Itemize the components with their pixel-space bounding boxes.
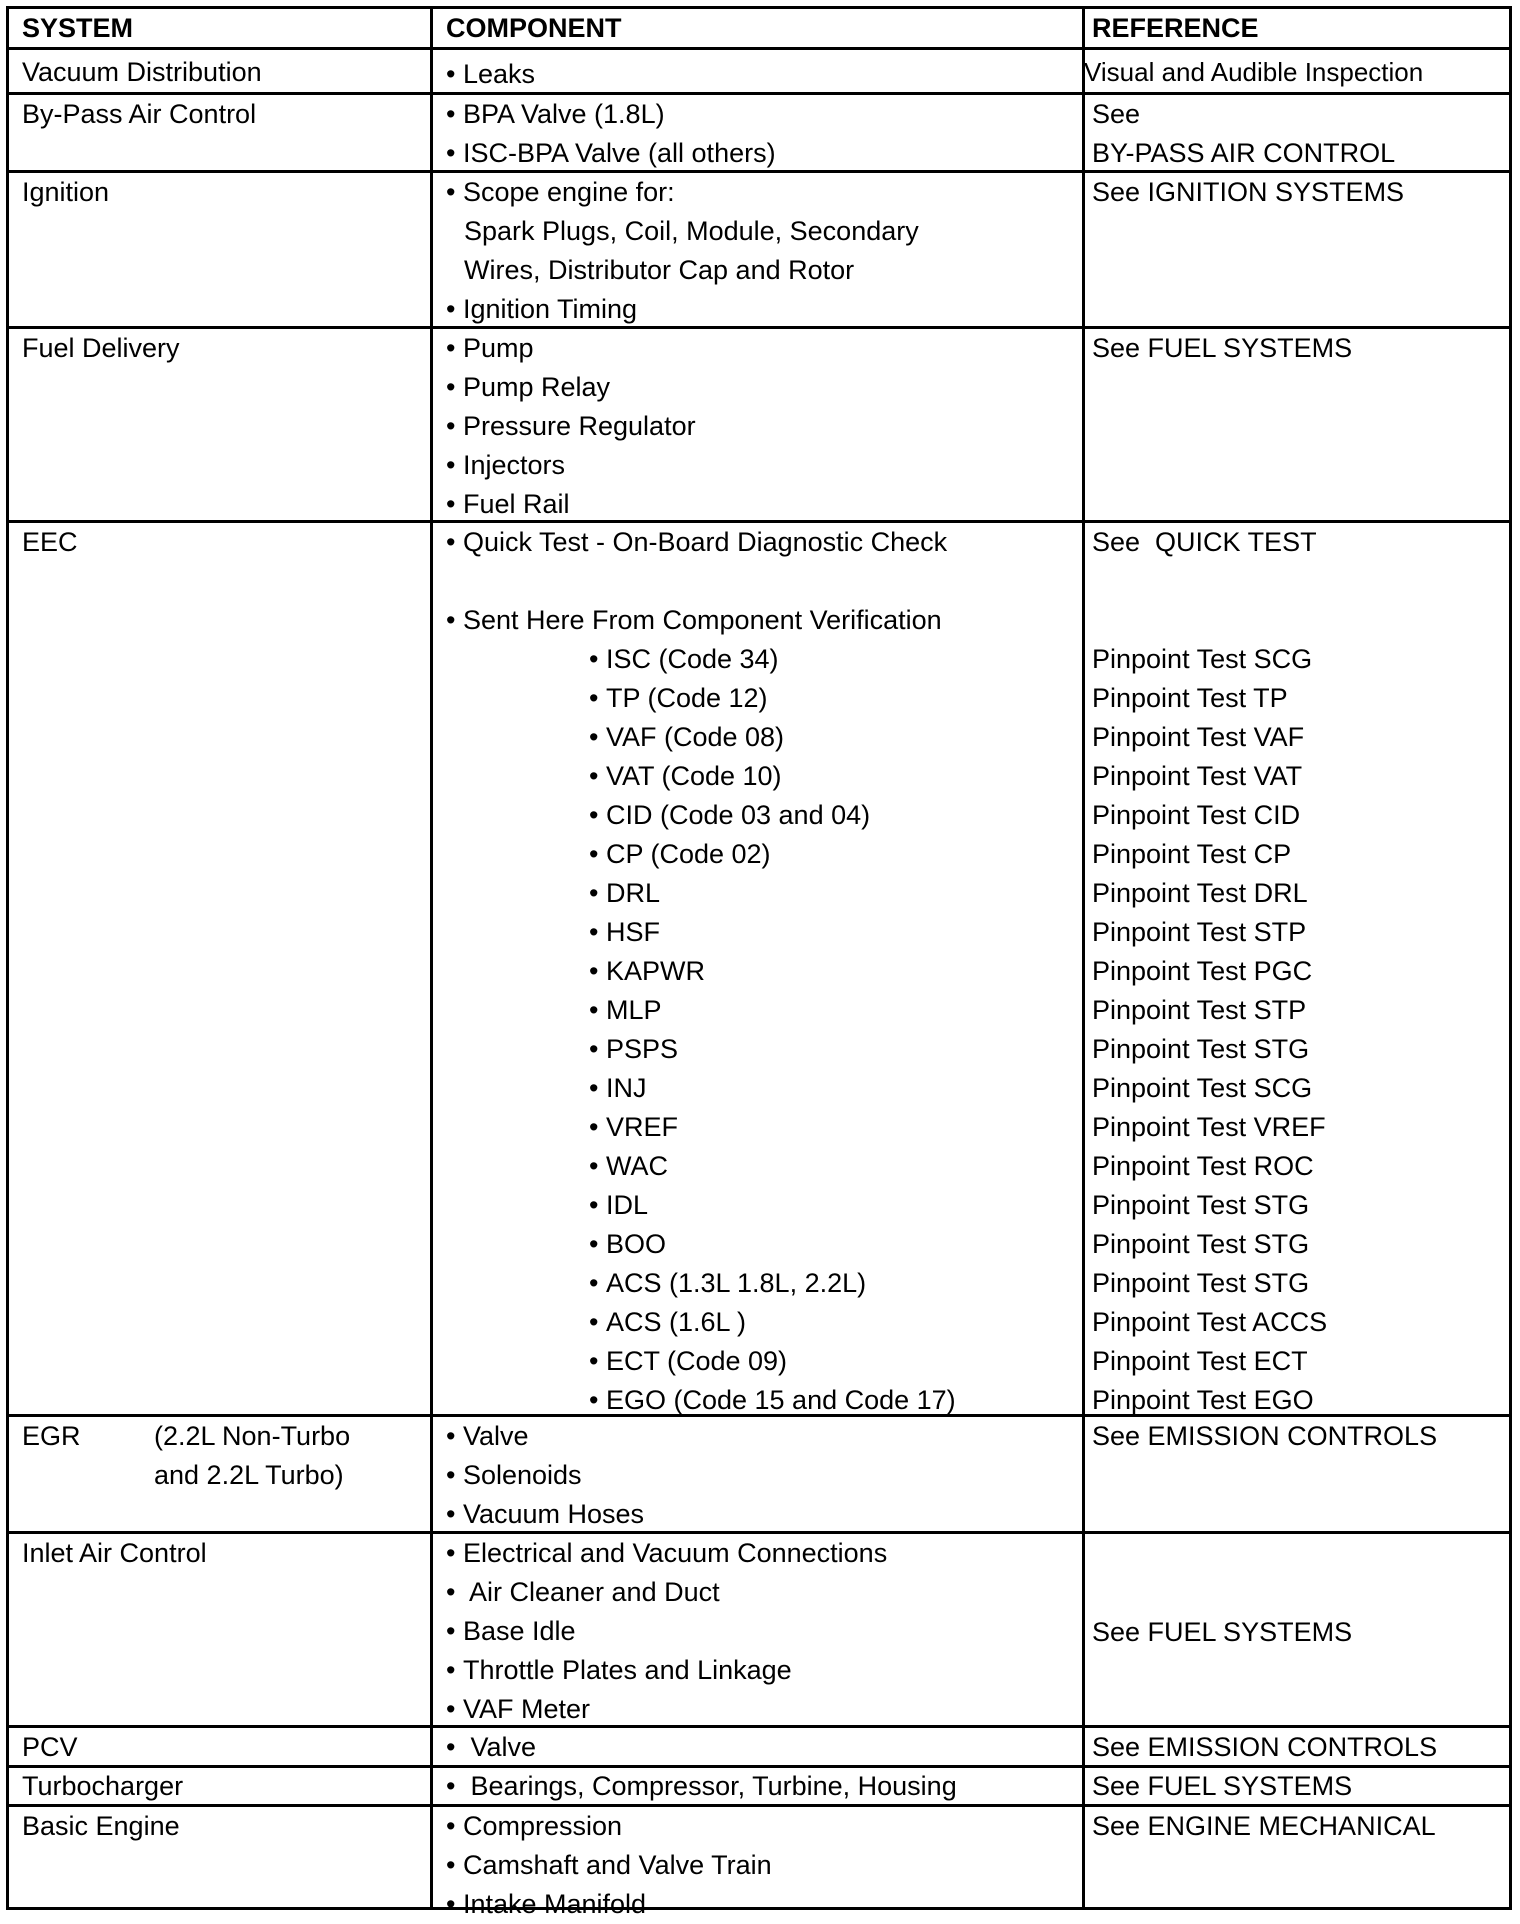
system-cell: EGR bbox=[22, 1421, 81, 1451]
eec-subitem-reference: Pinpoint Test STG bbox=[1092, 1190, 1310, 1220]
eec-subitem-reference: Pinpoint Test EGO bbox=[1092, 1385, 1314, 1415]
eec-subitem: • VAF (Code 08) bbox=[589, 718, 784, 757]
component-item: • ISC-BPA Valve (all others) bbox=[446, 134, 776, 173]
eec-subitem: • MLP bbox=[589, 991, 662, 1030]
system-note: (2.2L Non-Turbo bbox=[154, 1421, 351, 1451]
component-item: • BPA Valve (1.8L) bbox=[446, 95, 665, 134]
reference-cell: See FUEL SYSTEMS bbox=[1092, 1771, 1353, 1801]
header-system: SYSTEM bbox=[22, 13, 134, 43]
eec-subitem: • VREF bbox=[589, 1108, 678, 1147]
column-divider bbox=[1082, 9, 1085, 1907]
eec-subitem: • PSPS bbox=[589, 1030, 678, 1069]
eec-subitem: • BOO bbox=[589, 1225, 666, 1264]
eec-subitem-reference: Pinpoint Test STG bbox=[1092, 1034, 1310, 1064]
component-item: • Scope engine for: bbox=[446, 173, 675, 212]
header-reference: REFERENCE bbox=[1092, 13, 1259, 43]
component-item: • VAF Meter bbox=[446, 1690, 590, 1729]
diagnostic-table bbox=[6, 6, 1512, 1919]
system-cell: Vacuum Distribution bbox=[22, 57, 262, 87]
eec-subitem-reference: Pinpoint Test STG bbox=[1092, 1229, 1310, 1259]
eec-subitem-reference: Pinpoint Test ECT bbox=[1092, 1346, 1308, 1376]
reference-cell: See EMISSION CONTROLS bbox=[1092, 1732, 1438, 1762]
system-cell: Basic Engine bbox=[22, 1811, 180, 1841]
eec-subitem: • KAPWR bbox=[589, 952, 705, 991]
eec-subitem-reference: Pinpoint Test STG bbox=[1092, 1268, 1310, 1298]
system-note: and 2.2L Turbo) bbox=[154, 1460, 344, 1490]
system-cell: Fuel Delivery bbox=[22, 333, 180, 363]
component-item: Wires, Distributor Cap and Rotor bbox=[464, 255, 855, 285]
component-item: • Injectors bbox=[446, 446, 565, 485]
component-item: • Camshaft and Valve Train bbox=[446, 1846, 772, 1885]
row-divider bbox=[9, 47, 1509, 50]
eec-subitem: • CP (Code 02) bbox=[589, 835, 771, 874]
component-item: • Bearings, Compressor, Turbine, Housing bbox=[446, 1767, 957, 1806]
component-item: • Quick Test - On-Board Diagnostic Check bbox=[446, 523, 947, 562]
system-cell: PCV bbox=[22, 1732, 78, 1762]
system-cell: By-Pass Air Control bbox=[22, 99, 257, 129]
component-item: • Leaks bbox=[446, 55, 535, 94]
eec-subitem-reference: Pinpoint Test CID bbox=[1092, 800, 1301, 830]
eec-subitem-reference: Pinpoint Test SCG bbox=[1092, 644, 1313, 674]
system-cell: Inlet Air Control bbox=[22, 1538, 207, 1568]
eec-subitem-reference: Pinpoint Test VREF bbox=[1092, 1112, 1326, 1142]
eec-subitem: • VAT (Code 10) bbox=[589, 757, 782, 796]
component-item: • Throttle Plates and Linkage bbox=[446, 1651, 792, 1690]
eec-subitem-reference: Pinpoint Test ACCS bbox=[1092, 1307, 1328, 1337]
eec-subitem: • ACS (1.3L 1.8L, 2.2L) bbox=[589, 1264, 866, 1303]
reference-cell: See FUEL SYSTEMS bbox=[1092, 333, 1353, 363]
component-item: • Vacuum Hoses bbox=[446, 1495, 644, 1534]
system-cell: EEC bbox=[22, 527, 78, 557]
eec-subitem-reference: Pinpoint Test VAF bbox=[1092, 722, 1305, 752]
eec-subitem-reference: Pinpoint Test DRL bbox=[1092, 878, 1308, 908]
reference-cell: See QUICK TEST bbox=[1092, 527, 1317, 557]
eec-subitem: • ISC (Code 34) bbox=[589, 640, 779, 679]
eec-subitem: • INJ bbox=[589, 1069, 646, 1108]
reference-cell: BY-PASS AIR CONTROL bbox=[1092, 138, 1396, 168]
eec-subitem-reference: Pinpoint Test STP bbox=[1092, 995, 1307, 1025]
reference-cell: See ENGINE MECHANICAL bbox=[1092, 1811, 1436, 1841]
reference-cell: Visual and Audible Inspection bbox=[1084, 57, 1424, 87]
eec-subitem-reference: Pinpoint Test VAT bbox=[1092, 761, 1303, 791]
eec-subitem: • TP (Code 12) bbox=[589, 679, 768, 718]
eec-subitem: • HSF bbox=[589, 913, 660, 952]
component-item: • Air Cleaner and Duct bbox=[446, 1573, 720, 1612]
component-item: • Compression bbox=[446, 1807, 622, 1846]
eec-subitem-reference: Pinpoint Test SCG bbox=[1092, 1073, 1313, 1103]
eec-subitem: • WAC bbox=[589, 1147, 668, 1186]
system-cell: Ignition bbox=[22, 177, 110, 207]
component-item: • Fuel Rail bbox=[446, 485, 570, 524]
component-item: • Electrical and Vacuum Connections bbox=[446, 1534, 887, 1573]
eec-subitem-reference: Pinpoint Test CP bbox=[1092, 839, 1292, 869]
eec-subitem-reference: Pinpoint Test STP bbox=[1092, 917, 1307, 947]
component-item: • Pressure Regulator bbox=[446, 407, 696, 446]
component-item: • Valve bbox=[446, 1417, 529, 1456]
eec-subitem-reference: Pinpoint Test ROC bbox=[1092, 1151, 1314, 1181]
component-item: • Intake Manifold bbox=[446, 1885, 646, 1924]
component-item: Spark Plugs, Coil, Module, Secondary bbox=[464, 216, 919, 246]
column-divider bbox=[430, 9, 433, 1907]
component-item: • Sent Here From Component Verification bbox=[446, 601, 942, 640]
system-cell: Turbocharger bbox=[22, 1771, 184, 1801]
reference-cell: See bbox=[1092, 99, 1141, 129]
eec-subitem-reference: Pinpoint Test PGC bbox=[1092, 956, 1313, 986]
eec-subitem: • ECT (Code 09) bbox=[589, 1342, 787, 1381]
component-item: • Base Idle bbox=[446, 1612, 576, 1651]
eec-subitem: • CID (Code 03 and 04) bbox=[589, 796, 870, 835]
component-item: • Solenoids bbox=[446, 1456, 582, 1495]
reference-cell: See EMISSION CONTROLS bbox=[1092, 1421, 1438, 1451]
reference-cell: See IGNITION SYSTEMS bbox=[1092, 177, 1405, 207]
component-item: • Pump bbox=[446, 329, 534, 368]
component-item: • Ignition Timing bbox=[446, 290, 637, 329]
eec-subitem: • EGO (Code 15 and Code 17) bbox=[589, 1381, 956, 1420]
eec-subitem-reference: Pinpoint Test TP bbox=[1092, 683, 1288, 713]
header-component: COMPONENT bbox=[446, 13, 622, 43]
eec-subitem: • ACS (1.6L ) bbox=[589, 1303, 746, 1342]
component-item: • Valve bbox=[446, 1728, 536, 1767]
component-item: • Pump Relay bbox=[446, 368, 610, 407]
eec-subitem: • DRL bbox=[589, 874, 660, 913]
reference-cell: See FUEL SYSTEMS bbox=[1092, 1617, 1353, 1647]
eec-subitem: • IDL bbox=[589, 1186, 648, 1225]
